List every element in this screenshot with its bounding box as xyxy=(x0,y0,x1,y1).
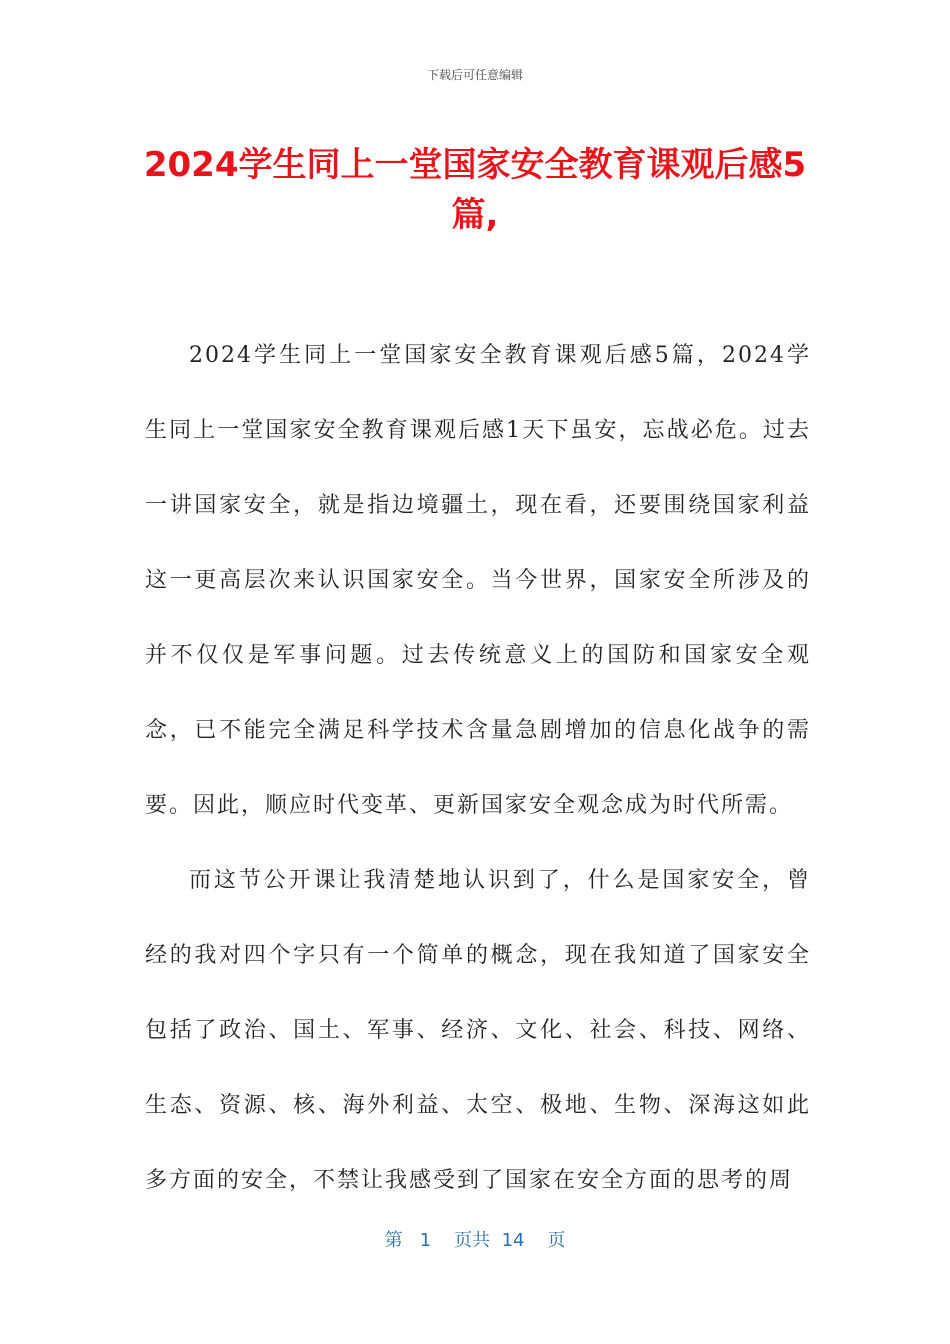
paragraph-2: 而这节公开课让我清楚地认识到了，什么是国家安全，曾经的我对四个字只有一个简单的概念，现在我知道了国家安全包括了政治、国土、军事、经济、文化、社会、科技、网络、生态、资源、核、海外利益、太空、极地、生物、深海这如此多方面的安全，不禁让我感受到了国家在安全方面的思考的周 xyxy=(145,868,811,1193)
header-note: 下载后可任意编辑 xyxy=(426,68,523,82)
document-title: 2024学生同上一堂国家安全教育课观后感5篇, xyxy=(143,145,807,235)
footer-total-pages: 14 xyxy=(501,1230,525,1251)
paragraph-1: 2024学生同上一堂国家安全教育课观后感5篇，2024学生同上一堂国家安全教育课观后感1天下虽安，忘战必危。过去一讲国家安全，就是指边境疆土，现在看，还要围绕国家利益这一更高层次来认识国家安全。当今世界，国家安全所涉及的并不仅仅是军事问题。过去传统意义上的国防和国家安全观念，已不能完全满足科学技术含量急剧增加的信息化战争的需要。因此，顺应时代变革、更新国家安全观念成为时代所需。 xyxy=(145,343,811,818)
footer-page-number: 1 xyxy=(419,1230,432,1251)
footer-middle: 页共 xyxy=(454,1230,491,1251)
footer-suffix: 页 xyxy=(547,1230,566,1251)
page-footer xyxy=(0,1226,950,1252)
footer-prefix: 第 xyxy=(384,1230,403,1251)
document-body xyxy=(145,318,811,1218)
